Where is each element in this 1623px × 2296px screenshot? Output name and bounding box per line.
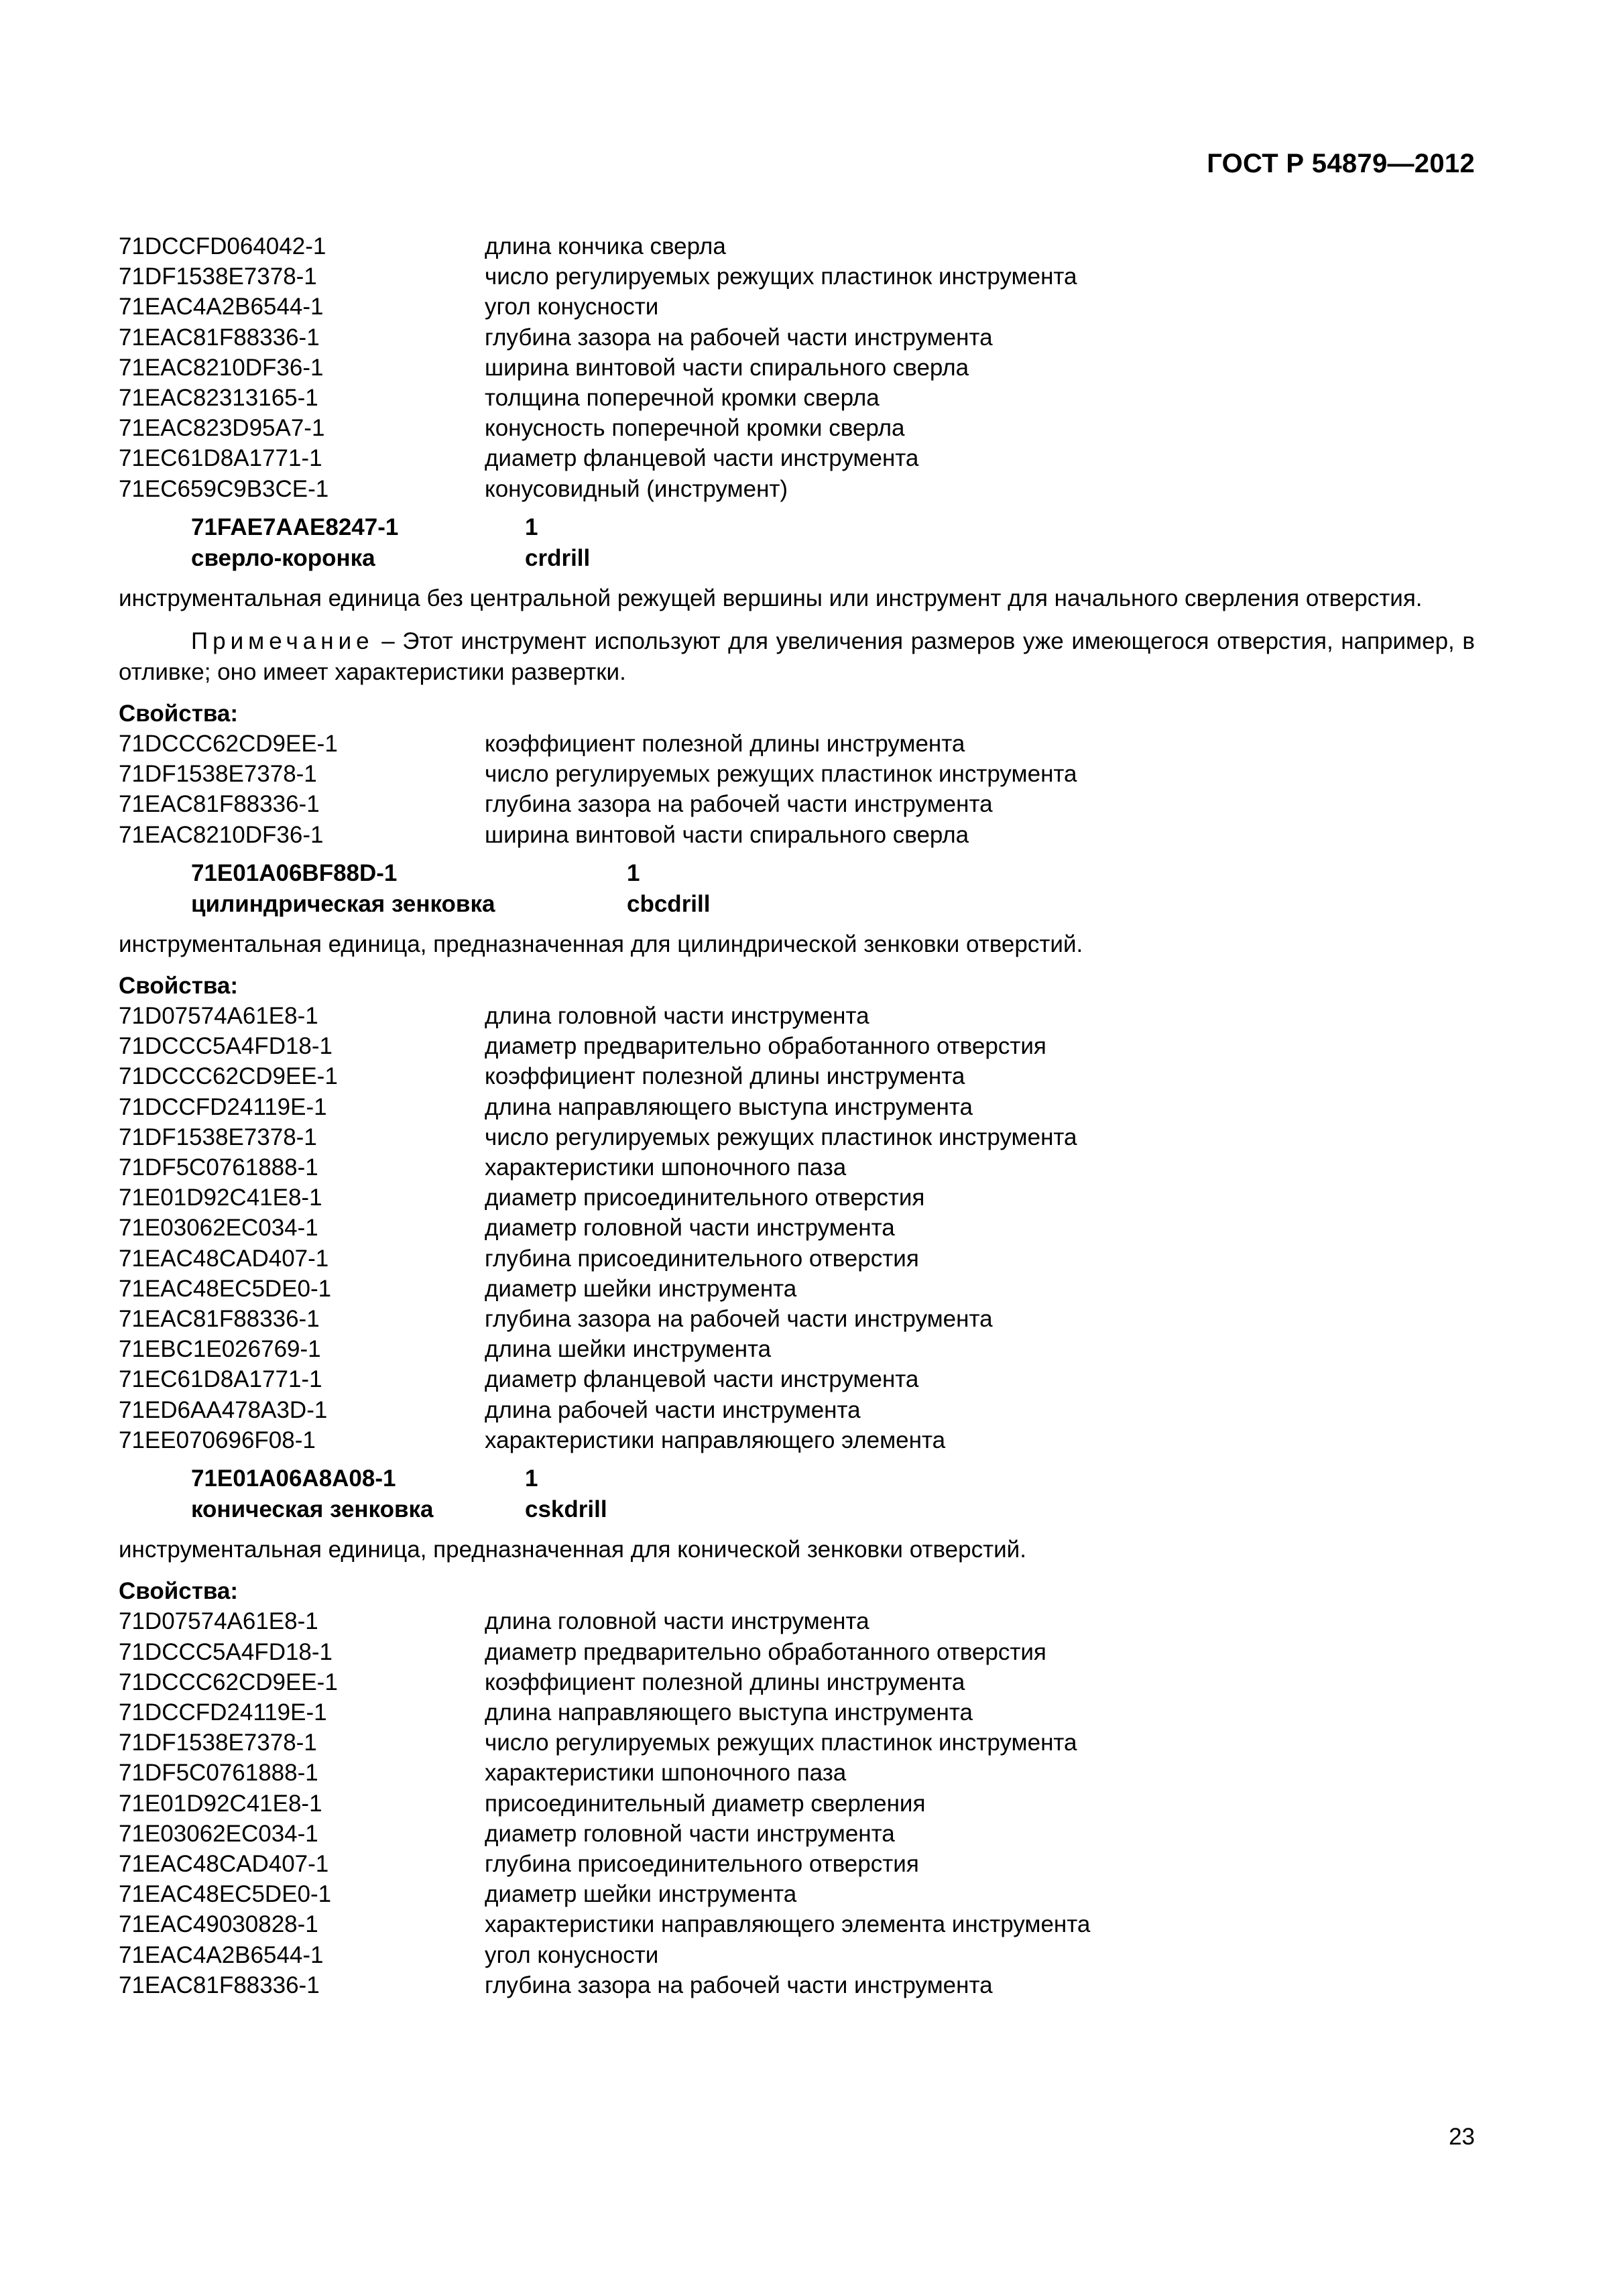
property-row [119, 1637, 1475, 1667]
property-code: 71EAC48CAD407-1 [119, 1850, 329, 1877]
property-code: 71EC61D8A1771-1 [119, 1366, 322, 1393]
property-description: конусовидный (инструмент) [485, 475, 788, 502]
property-row [119, 1244, 1475, 1274]
entry-symbol: cskdrill [525, 1496, 607, 1523]
entry-symbol: crdrill [525, 544, 591, 571]
property-row [119, 1789, 1475, 1819]
property-code: 71EC659C9B3CE-1 [119, 475, 329, 502]
note-label: Примечание [191, 627, 374, 654]
page-number: 23 [1449, 2124, 1475, 2150]
entry-id: 71FAE7AAE8247-1 [191, 513, 399, 540]
property-row [119, 1122, 1475, 1152]
property-description: диаметр присоединительного отверстия [485, 1185, 925, 1211]
property-row [119, 322, 1475, 353]
entry-name: коническая зенковка [191, 1496, 434, 1523]
property-list-cskdrill [119, 1606, 1475, 2000]
entry-header-cbcdrill [119, 858, 1475, 920]
property-description: ширина винтовой части спирального сверла [485, 354, 969, 381]
property-code: 71EAC81F88336-1 [119, 1306, 320, 1333]
property-list-cbcdrill [119, 1001, 1475, 1455]
entry-name: цилиндрическая зенковка [191, 890, 495, 917]
property-row [119, 1334, 1475, 1364]
property-row [119, 1183, 1475, 1213]
property-code: 71ED6AA478A3D-1 [119, 1396, 328, 1423]
property-description: коэффициент полезной длины инструмента [485, 1669, 965, 1695]
property-row [119, 231, 1475, 261]
property-description: диаметр шейки инструмента [485, 1275, 797, 1302]
property-description: диаметр предварительно обработанного отверстия [485, 1638, 1046, 1665]
property-description: диаметр предварительно обработанного отверстия [485, 1033, 1046, 1060]
property-code: 71EAC81F88336-1 [119, 324, 320, 351]
property-description: конусность поперечной кромки сверла [485, 415, 905, 442]
property-code: 71DCCFD24119E-1 [119, 1093, 327, 1120]
property-row [119, 1697, 1475, 1728]
property-description: длина головной части инструмента [485, 1003, 869, 1030]
property-row [119, 413, 1475, 443]
document-header: ГОСТ Р 54879—2012 [1207, 149, 1475, 178]
property-row [119, 1879, 1475, 1909]
property-code: 71EAC8210DF36-1 [119, 821, 324, 848]
properties-title: Свойства: [119, 700, 239, 727]
property-row [119, 443, 1475, 473]
property-description: характеристики шпоночного паза [485, 1760, 847, 1787]
property-code: 71DCCC62CD9EE-1 [119, 1063, 338, 1090]
property-description: глубина присоединительного отверстия [485, 1245, 919, 1272]
property-row [119, 1728, 1475, 1758]
property-list-initial [119, 231, 1475, 504]
property-description: длина головной части инструмента [485, 1608, 869, 1635]
property-code: 71E01D92C41E8-1 [119, 1790, 322, 1817]
property-code: 71DCCFD24119E-1 [119, 1699, 327, 1726]
property-row [119, 1425, 1475, 1455]
property-description: коэффициент полезной длины инструмента [485, 1063, 965, 1090]
entry-definition: инструментальная единица, предназначенная для цилиндрической зенковки отверстий. [119, 930, 1083, 957]
property-row [119, 1152, 1475, 1183]
entry-header-cskdrill [119, 1463, 1475, 1525]
property-description: глубина зазора на рабочей части инструмента [485, 1972, 993, 1998]
property-code: 71EAC4A2B6544-1 [119, 1941, 324, 1968]
property-description: глубина зазора на рабочей части инструмента [485, 1306, 993, 1333]
property-code: 71DCCFD064042-1 [119, 233, 326, 259]
property-description: диаметр фланцевой части инструмента [485, 445, 919, 472]
property-description: длина кончика сверла [485, 233, 726, 259]
property-code: 71EC61D8A1771-1 [119, 445, 322, 472]
property-description: число регулируемых режущих пластинок инструмента [485, 1124, 1077, 1150]
property-code: 71DF1538E7378-1 [119, 263, 317, 290]
property-code: 71DF1538E7378-1 [119, 1730, 317, 1756]
property-row [119, 1001, 1475, 1031]
note-text: – Этот инструмент используют для увеличения размеров уже имеющегося отверстия, например, в отливке; оно имеет характеристики развертки. [119, 627, 1475, 685]
property-code: 71D07574A61E8-1 [119, 1003, 318, 1030]
entry-note [119, 626, 1475, 688]
property-row [119, 1304, 1475, 1334]
property-row [119, 1364, 1475, 1394]
property-description: глубина зазора на рабочей части инструмента [485, 324, 993, 351]
property-description: диаметр фланцевой части инструмента [485, 1366, 919, 1393]
property-description: число регулируемых режущих пластинок инструмента [485, 761, 1077, 788]
property-description: коэффициент полезной длины инструмента [485, 731, 965, 758]
property-code: 71EAC48CAD407-1 [119, 1245, 329, 1272]
property-row [119, 1395, 1475, 1425]
property-description: диаметр головной части инструмента [485, 1215, 895, 1242]
property-description: ширина винтовой части спирального сверла [485, 821, 969, 848]
property-description: глубина присоединительного отверстия [485, 1850, 919, 1877]
property-code: 71E01D92C41E8-1 [119, 1185, 322, 1211]
property-code: 71EAC48EC5DE0-1 [119, 1881, 332, 1908]
property-description: диаметр головной части инструмента [485, 1820, 895, 1847]
property-code: 71D07574A61E8-1 [119, 1608, 318, 1635]
property-code: 71DF5C0761888-1 [119, 1154, 318, 1181]
property-row [119, 1213, 1475, 1243]
property-list-crdrill [119, 729, 1475, 850]
property-code: 71DF1538E7378-1 [119, 761, 317, 788]
property-code: 71EAC49030828-1 [119, 1911, 318, 1938]
property-description: характеристики направляющего элемента [485, 1427, 946, 1453]
entry-version: 1 [525, 513, 538, 540]
property-description: диаметр шейки инструмента [485, 1881, 797, 1908]
property-row [119, 759, 1475, 789]
property-description: характеристики направляющего элемента инструмента [485, 1911, 1091, 1938]
property-description: длина шейки инструмента [485, 1336, 772, 1363]
entry-id: 71E01A06BF88D-1 [191, 859, 398, 886]
property-row [119, 474, 1475, 504]
property-code: 71E03062EC034-1 [119, 1215, 318, 1242]
property-row [119, 1061, 1475, 1091]
property-code: 71EAC48EC5DE0-1 [119, 1275, 332, 1302]
property-code: 71DCCC62CD9EE-1 [119, 1669, 338, 1695]
property-row [119, 1940, 1475, 1970]
property-row [119, 353, 1475, 383]
entry-definition: инструментальная единица, предназначенная для конической зенковки отверстий. [119, 1536, 1026, 1563]
property-row [119, 1031, 1475, 1061]
property-code: 71EAC81F88336-1 [119, 791, 320, 818]
property-row [119, 820, 1475, 850]
property-code: 71EAC82313165-1 [119, 385, 318, 412]
property-row [119, 383, 1475, 413]
property-description: число регулируемых режущих пластинок инструмента [485, 263, 1077, 290]
property-description: присоединительный диаметр сверления [485, 1790, 926, 1817]
property-code: 71DCCC5A4FD18-1 [119, 1638, 333, 1665]
property-row [119, 1274, 1475, 1304]
entry-version: 1 [525, 1465, 538, 1492]
entry-name: сверло-коронка [191, 544, 375, 571]
entry-definition: инструментальная единица без центральной режущей вершины или инструмент для начального сверления отверстия. [119, 585, 1423, 611]
property-code: 71DCCC62CD9EE-1 [119, 731, 338, 758]
property-code: 71EBC1E026769-1 [119, 1336, 321, 1363]
properties-title: Свойства: [119, 972, 239, 999]
property-code: 71DF1538E7378-1 [119, 1124, 317, 1150]
property-row [119, 1092, 1475, 1122]
property-code: 71EAC4A2B6544-1 [119, 294, 324, 320]
properties-title: Свойства: [119, 1578, 239, 1605]
property-row [119, 729, 1475, 759]
property-description: длина направляющего выступа инструмента [485, 1699, 973, 1726]
page-content [119, 231, 1475, 2000]
property-description: угол конусности [485, 294, 659, 320]
property-row [119, 1909, 1475, 1939]
property-description: глубина зазора на рабочей части инструмента [485, 791, 993, 818]
entry-id: 71E01A06A8A08-1 [191, 1465, 396, 1492]
property-code: 71E03062EC034-1 [119, 1820, 318, 1847]
property-code: 71EAC81F88336-1 [119, 1972, 320, 1998]
property-row [119, 1970, 1475, 2000]
property-code: 71DCCC5A4FD18-1 [119, 1033, 333, 1060]
property-description: длина рабочей части инструмента [485, 1396, 861, 1423]
property-row [119, 1849, 1475, 1879]
property-row [119, 1606, 1475, 1636]
property-description: число регулируемых режущих пластинок инструмента [485, 1730, 1077, 1756]
property-row [119, 1819, 1475, 1849]
property-description: угол конусности [485, 1941, 659, 1968]
property-code: 71EAC8210DF36-1 [119, 354, 324, 381]
property-code: 71EAC823D95A7-1 [119, 415, 325, 442]
property-code: 71EE070696F08-1 [119, 1427, 316, 1453]
property-row [119, 789, 1475, 819]
property-row [119, 261, 1475, 292]
property-description: длина направляющего выступа инструмента [485, 1093, 973, 1120]
property-row [119, 1667, 1475, 1697]
entry-header-crdrill [119, 512, 1475, 574]
property-row [119, 1758, 1475, 1788]
property-description: толщина поперечной кромки сверла [485, 385, 880, 412]
property-code: 71DF5C0761888-1 [119, 1760, 318, 1787]
entry-version: 1 [627, 859, 640, 886]
property-description: характеристики шпоночного паза [485, 1154, 847, 1181]
entry-symbol: cbcdrill [627, 890, 711, 917]
property-row [119, 292, 1475, 322]
